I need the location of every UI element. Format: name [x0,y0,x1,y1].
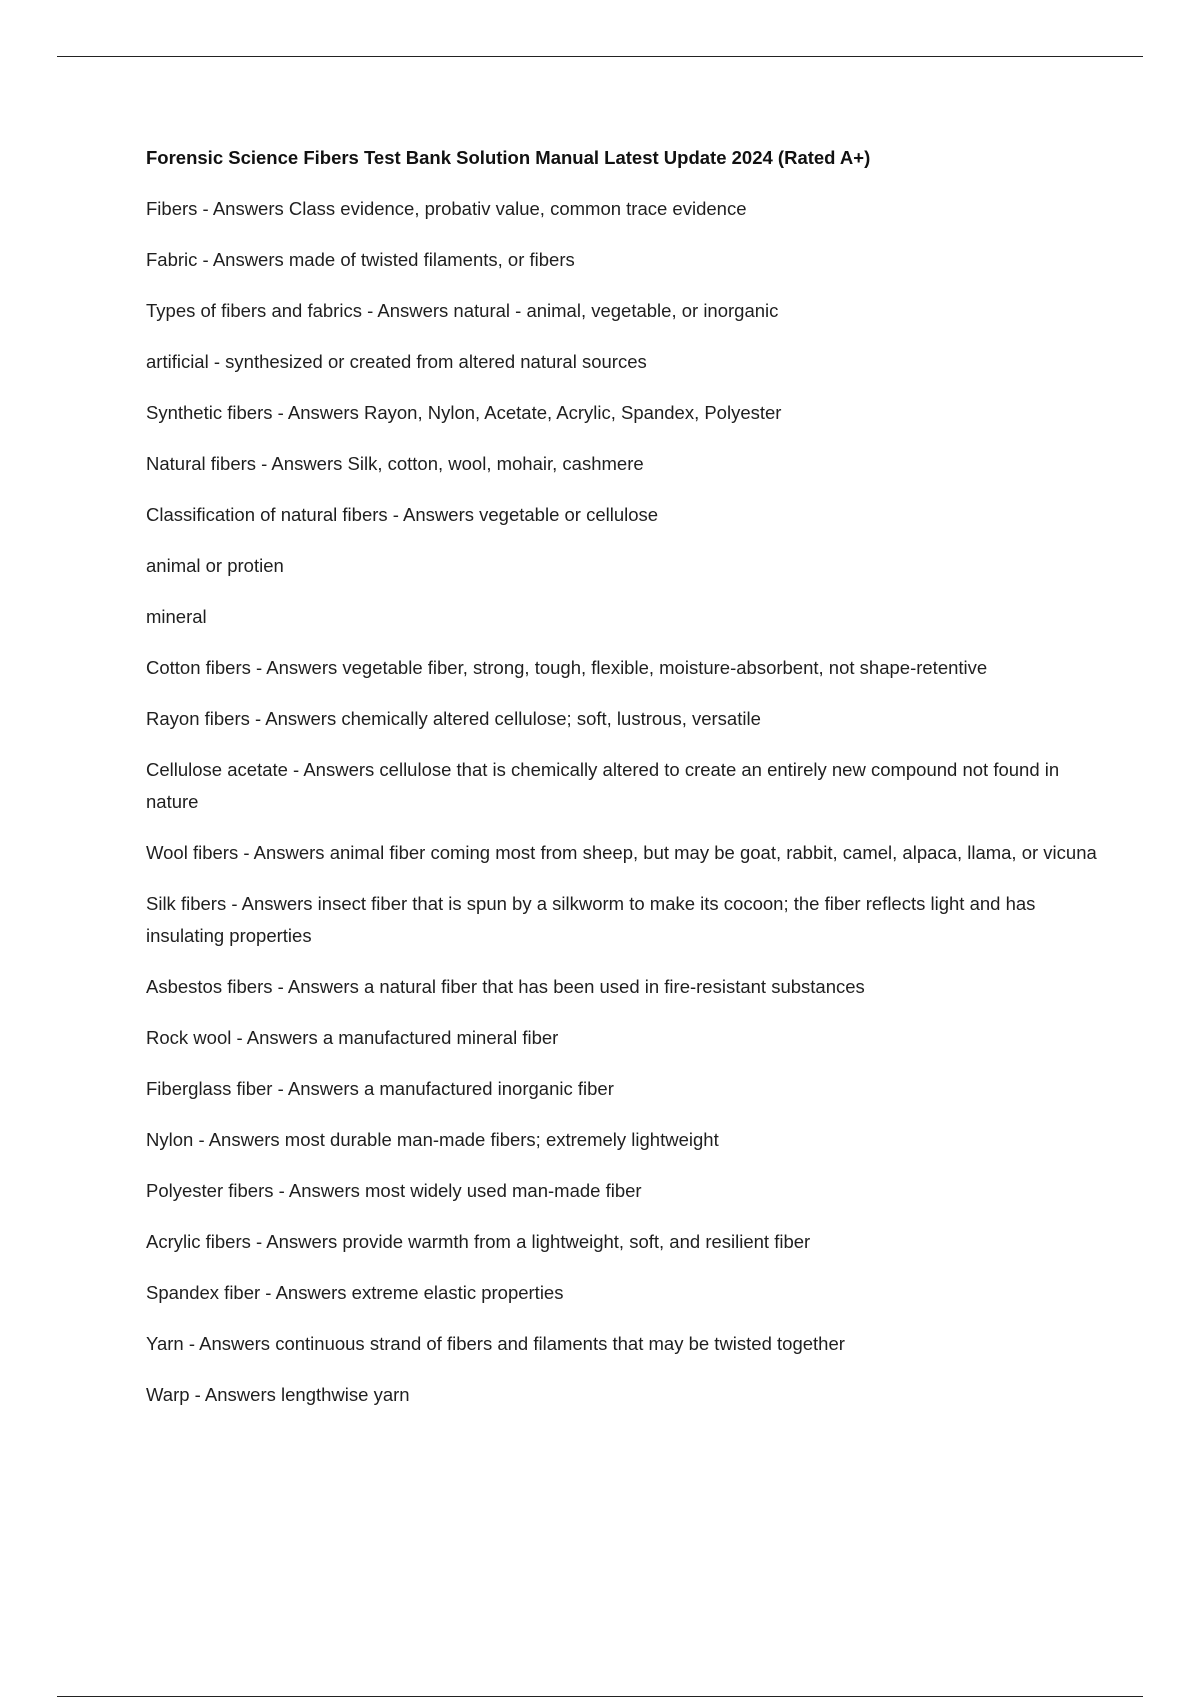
entry-warp: Warp - Answers lengthwise yarn [146,1384,410,1405]
entry-spandex-fiber: Spandex fiber - Answers extreme elastic properties [146,1282,564,1303]
entry-acrylic-fibers: Acrylic fibers - Answers provide warmth from a lightweight, soft, and resilient fiber [146,1231,811,1252]
entry-wool-fibers: Wool fibers - Answers animal fiber coming most from sheep, but may be goat, rabbit, camel, alpaca, llama, or vicuna [146,842,1097,863]
entry-classification: Classification of natural fibers - Answers vegetable or cellulose [146,504,659,525]
entry-artificial: artificial - synthesized or created from altered natural sources [146,351,647,372]
header-rule [57,56,1143,57]
entry-rock-wool: Rock wool - Answers a manufactured mineral fiber [146,1027,559,1048]
entry-animal-or-protien: animal or protien [146,555,284,576]
document-body [146,146,1106,1430]
entry-fiberglass-fiber: Fiberglass fiber - Answers a manufactured inorganic fiber [146,1078,614,1099]
entry-cotton-fibers: Cotton fibers - Answers vegetable fiber, strong, tough, flexible, moisture-absorbent, not shape-retentive [146,657,988,678]
footer-rule [57,1696,1143,1697]
document-title: Forensic Science Fibers Test Bank Solution Manual Latest Update 2024 (Rated A+) [146,147,871,168]
entry-rayon-fibers: Rayon fibers - Answers chemically altered cellulose; soft, lustrous, versatile [146,708,761,729]
entry-yarn: Yarn - Answers continuous strand of fibers and filaments that may be twisted together [146,1333,845,1354]
entry-natural-fibers: Natural fibers - Answers Silk, cotton, wool, mohair, cashmere [146,453,644,474]
entry-silk-fibers: Silk fibers - Answers insect fiber that is spun by a silkworm to make its cocoon; the fiber reflects light and has insulating properties [146,893,1036,946]
entry-mineral: mineral [146,606,207,627]
entry-cellulose-acetate: Cellulose acetate - Answers cellulose that is chemically altered to create an entirely new compound not found in nature [146,759,1060,812]
entry-types-of-fibers: Types of fibers and fabrics - Answers natural - animal, vegetable, or inorganic [146,300,779,321]
entry-nylon: Nylon - Answers most durable man-made fibers; extremely lightweight [146,1129,719,1150]
entry-fabric: Fabric - Answers made of twisted filaments, or fibers [146,249,575,270]
entry-synthetic-fibers: Synthetic fibers - Answers Rayon, Nylon, Acetate, Acrylic, Spandex, Polyester [146,402,782,423]
entry-polyester-fibers: Polyester fibers - Answers most widely used man-made fiber [146,1180,642,1201]
entry-asbestos-fibers: Asbestos fibers - Answers a natural fiber that has been used in fire-resistant substances [146,976,865,997]
entry-fibers: Fibers - Answers Class evidence, probativ value, common trace evidence [146,198,747,219]
